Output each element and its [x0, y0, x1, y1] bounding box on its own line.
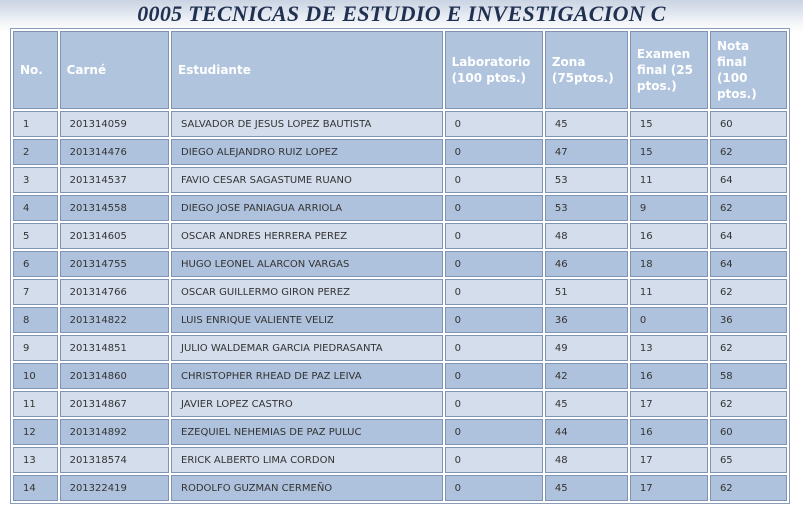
cell-nota-final: 58 — [710, 363, 787, 389]
cell-examen-final: 17 — [630, 447, 708, 473]
table-row — [13, 167, 787, 193]
cell-examen-final: 11 — [630, 167, 708, 193]
cell-no: 14 — [13, 475, 58, 501]
column-header-no: No. — [13, 31, 58, 109]
cell-zona: 53 — [545, 167, 628, 193]
column-header-examen-final: Examen final (25 ptos.) — [630, 31, 708, 109]
cell-carne: 201314860 — [60, 363, 169, 389]
page-title: 0005 TECNICAS DE ESTUDIO E INVESTIGACION C — [137, 1, 666, 26]
cell-examen-final: 17 — [630, 391, 708, 417]
cell-no: 10 — [13, 363, 58, 389]
cell-nota-final: 62 — [710, 279, 787, 305]
cell-nota-final: 62 — [710, 391, 787, 417]
cell-laboratorio: 0 — [445, 391, 543, 417]
table-row — [13, 279, 787, 305]
cell-examen-final: 13 — [630, 335, 708, 361]
table-row — [13, 475, 787, 501]
cell-laboratorio: 0 — [445, 167, 543, 193]
table-row — [13, 223, 787, 249]
table-row — [13, 307, 787, 333]
cell-no: 12 — [13, 419, 58, 445]
table-row — [13, 363, 787, 389]
cell-estudiante: HUGO LEONEL ALARCON VARGAS — [171, 251, 443, 277]
cell-carne: 201314476 — [60, 139, 169, 165]
cell-carne: 201314892 — [60, 419, 169, 445]
cell-carne: 201314766 — [60, 279, 169, 305]
cell-nota-final: 64 — [710, 167, 787, 193]
cell-laboratorio: 0 — [445, 447, 543, 473]
cell-no: 13 — [13, 447, 58, 473]
cell-estudiante: SALVADOR DE JESUS LOPEZ BAUTISTA — [171, 111, 443, 137]
cell-estudiante: DIEGO ALEJANDRO RUIZ LOPEZ — [171, 139, 443, 165]
table-row — [13, 335, 787, 361]
cell-estudiante: LUIS ENRIQUE VALIENTE VELIZ — [171, 307, 443, 333]
cell-estudiante: CHRISTOPHER RHEAD DE PAZ LEIVA — [171, 363, 443, 389]
cell-zona: 46 — [545, 251, 628, 277]
cell-zona: 45 — [545, 475, 628, 501]
cell-zona: 45 — [545, 391, 628, 417]
cell-nota-final: 65 — [710, 447, 787, 473]
cell-laboratorio: 0 — [445, 475, 543, 501]
cell-carne: 201314605 — [60, 223, 169, 249]
table-row — [13, 391, 787, 417]
cell-no: 8 — [13, 307, 58, 333]
table-row — [13, 447, 787, 473]
cell-no: 4 — [13, 195, 58, 221]
cell-estudiante: EZEQUIEL NEHEMIAS DE PAZ PULUC — [171, 419, 443, 445]
cell-carne: 201314851 — [60, 335, 169, 361]
cell-examen-final: 11 — [630, 279, 708, 305]
cell-laboratorio: 0 — [445, 223, 543, 249]
cell-carne: 201314558 — [60, 195, 169, 221]
cell-estudiante: OSCAR GUILLERMO GIRON PEREZ — [171, 279, 443, 305]
grades-table — [10, 28, 790, 504]
cell-estudiante: OSCAR ANDRES HERRERA PEREZ — [171, 223, 443, 249]
cell-zona: 47 — [545, 139, 628, 165]
cell-no: 1 — [13, 111, 58, 137]
cell-estudiante: ERICK ALBERTO LIMA CORDON — [171, 447, 443, 473]
table-row — [13, 195, 787, 221]
cell-examen-final: 9 — [630, 195, 708, 221]
cell-carne: 201314822 — [60, 307, 169, 333]
cell-zona: 53 — [545, 195, 628, 221]
cell-examen-final: 15 — [630, 111, 708, 137]
column-header-laboratorio: Laboratorio (100 ptos.) — [445, 31, 543, 109]
cell-carne: 201314537 — [60, 167, 169, 193]
cell-laboratorio: 0 — [445, 419, 543, 445]
cell-nota-final: 64 — [710, 251, 787, 277]
cell-zona: 48 — [545, 447, 628, 473]
cell-no: 11 — [13, 391, 58, 417]
cell-zona: 36 — [545, 307, 628, 333]
column-header-estudiante: Estudiante — [171, 31, 443, 109]
table-row — [13, 111, 787, 137]
cell-nota-final: 62 — [710, 139, 787, 165]
cell-nota-final: 60 — [710, 419, 787, 445]
cell-zona: 51 — [545, 279, 628, 305]
cell-zona: 45 — [545, 111, 628, 137]
cell-zona: 48 — [545, 223, 628, 249]
column-header-nota-final: Nota final (100 ptos.) — [710, 31, 787, 109]
cell-laboratorio: 0 — [445, 251, 543, 277]
cell-estudiante: JULIO WALDEMAR GARCIA PIEDRASANTA — [171, 335, 443, 361]
cell-laboratorio: 0 — [445, 139, 543, 165]
cell-zona: 44 — [545, 419, 628, 445]
table-row — [13, 139, 787, 165]
header-row — [13, 31, 787, 109]
cell-carne: 201318574 — [60, 447, 169, 473]
cell-laboratorio: 0 — [445, 335, 543, 361]
cell-nota-final: 60 — [710, 111, 787, 137]
cell-carne: 201314755 — [60, 251, 169, 277]
cell-examen-final: 16 — [630, 419, 708, 445]
cell-examen-final: 18 — [630, 251, 708, 277]
cell-zona: 49 — [545, 335, 628, 361]
cell-nota-final: 62 — [710, 335, 787, 361]
cell-carne: 201322419 — [60, 475, 169, 501]
cell-laboratorio: 0 — [445, 363, 543, 389]
column-header-zona: Zona (75ptos.) — [545, 31, 628, 109]
cell-examen-final: 15 — [630, 139, 708, 165]
cell-estudiante: FAVIO CESAR SAGASTUME RUANO — [171, 167, 443, 193]
cell-nota-final: 64 — [710, 223, 787, 249]
cell-no: 7 — [13, 279, 58, 305]
cell-estudiante: RODOLFO GUZMAN CERMEÑO — [171, 475, 443, 501]
cell-no: 6 — [13, 251, 58, 277]
cell-carne: 201314867 — [60, 391, 169, 417]
cell-examen-final: 0 — [630, 307, 708, 333]
cell-no: 2 — [13, 139, 58, 165]
cell-estudiante: DIEGO JOSE PANIAGUA ARRIOLA — [171, 195, 443, 221]
column-header-carne: Carné — [60, 31, 169, 109]
cell-zona: 42 — [545, 363, 628, 389]
table-row — [13, 419, 787, 445]
cell-laboratorio: 0 — [445, 111, 543, 137]
cell-no: 3 — [13, 167, 58, 193]
cell-nota-final: 62 — [710, 475, 787, 501]
cell-laboratorio: 0 — [445, 279, 543, 305]
table-row — [13, 251, 787, 277]
cell-laboratorio: 0 — [445, 307, 543, 333]
cell-estudiante: JAVIER LOPEZ CASTRO — [171, 391, 443, 417]
cell-laboratorio: 0 — [445, 195, 543, 221]
cell-nota-final: 36 — [710, 307, 787, 333]
cell-no: 9 — [13, 335, 58, 361]
cell-examen-final: 16 — [630, 223, 708, 249]
cell-no: 5 — [13, 223, 58, 249]
cell-examen-final: 16 — [630, 363, 708, 389]
cell-carne: 201314059 — [60, 111, 169, 137]
cell-examen-final: 17 — [630, 475, 708, 501]
cell-nota-final: 62 — [710, 195, 787, 221]
